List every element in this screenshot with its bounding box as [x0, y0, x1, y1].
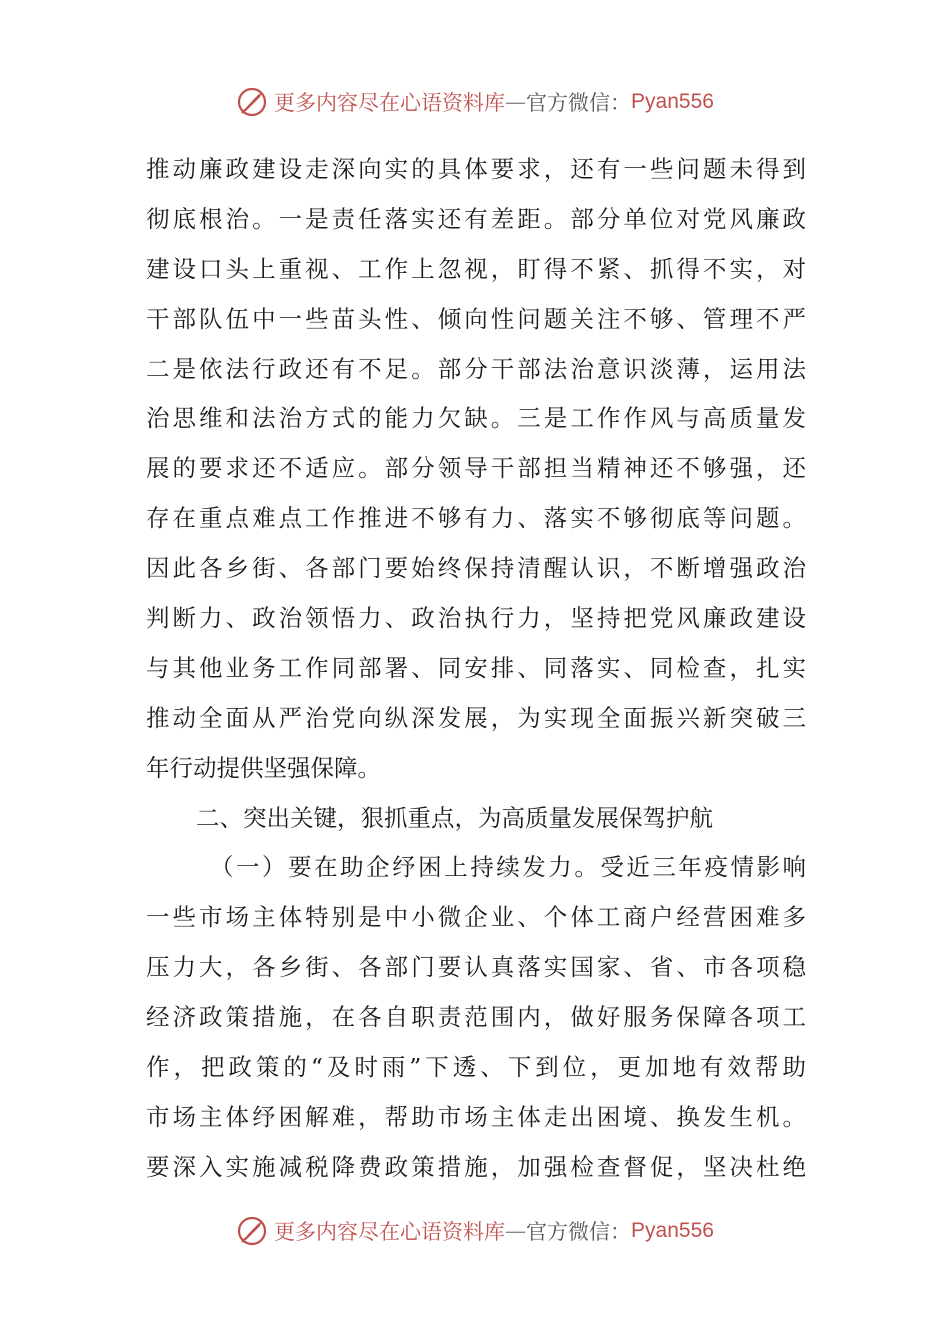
watermark-dash: — [505, 90, 527, 114]
body-line: 存在重点难点工作推进不够有力、落实不够彻底等问题。 [146, 504, 806, 533]
watermark-contact-id: Pyan556 [631, 90, 714, 113]
brush-logo-icon [236, 1214, 270, 1248]
watermark-contact-label: 官方微信： [526, 91, 632, 115]
body-line: 作，把政策的“及时雨”下透、下到位，更加地有效帮助 [146, 1053, 806, 1082]
body-line: 一些市场主体特别是中小微企业、个体工商户经营困难多 [146, 903, 806, 932]
body-line: 年行动提供坚强保障。 [146, 753, 381, 782]
body-line: 因此各乡街、各部门要始终保持清醒认识，不断增强政治 [146, 554, 806, 583]
body-line: 二是依法行政还有不足。部分干部法治意识淡薄，运用法 [146, 354, 806, 383]
brush-logo-icon [236, 85, 270, 119]
body-line: 彻底根治。一是责任落实还有差距。部分单位对党风廉政 [146, 204, 806, 233]
section-heading: 二、突出关键，狠抓重点，为高质量发展保驾护航 [196, 803, 713, 832]
body-line: 治思维和法治方式的能力欠缺。三是工作作风与高质量发 [146, 404, 806, 433]
body-line: 市场主体纾困解难，帮助市场主体走出困境、换发生机。 [146, 1102, 806, 1131]
body-line: 压力大，各乡街、各部门要认真落实国家、省、市各项稳 [146, 953, 806, 982]
watermark-banner-top [0, 82, 950, 122]
body-line: 推动全面从严治党向纵深发展，为实现全面振兴新突破三 [146, 703, 806, 732]
watermark-dash: — [505, 1219, 527, 1243]
body-line: 判断力、政治领悟力、政治执行力，坚持把党风廉政建设 [146, 604, 806, 633]
watermark-brand: 更多内容尽在心语资料库 [274, 91, 506, 115]
watermark-banner-bottom [0, 1211, 950, 1251]
body-line: 推动廉政建设走深向实的具体要求，还有一些问题未得到 [146, 155, 806, 183]
body-line: 要深入实施减税降费政策措施，加强检查督促，坚决杜绝 [146, 1152, 806, 1181]
subsection-line: （一）要在助企纾困上持续发力。受近三年疫情影响 [210, 853, 806, 882]
body-line: 与其他业务工作同部署、同安排、同落实、同检查，扎实 [146, 653, 806, 682]
document-body [146, 145, 806, 1193]
body-line: 建设口头上重视、工作上忽视，盯得不紧、抓得不实，对 [146, 254, 806, 283]
body-line: 展的要求还不适应。部分领导干部担当精神还不够强，还 [146, 454, 806, 483]
body-line: 经济政策措施，在各自职责范围内，做好服务保障各项工 [146, 1003, 806, 1032]
body-line: 干部队伍中一些苗头性、倾向性问题关注不够、管理不严 [146, 304, 806, 333]
watermark-contact-id: Pyan556 [631, 1219, 714, 1242]
watermark-brand: 更多内容尽在心语资料库 [274, 1220, 506, 1244]
watermark-contact-label: 官方微信： [526, 1220, 632, 1244]
